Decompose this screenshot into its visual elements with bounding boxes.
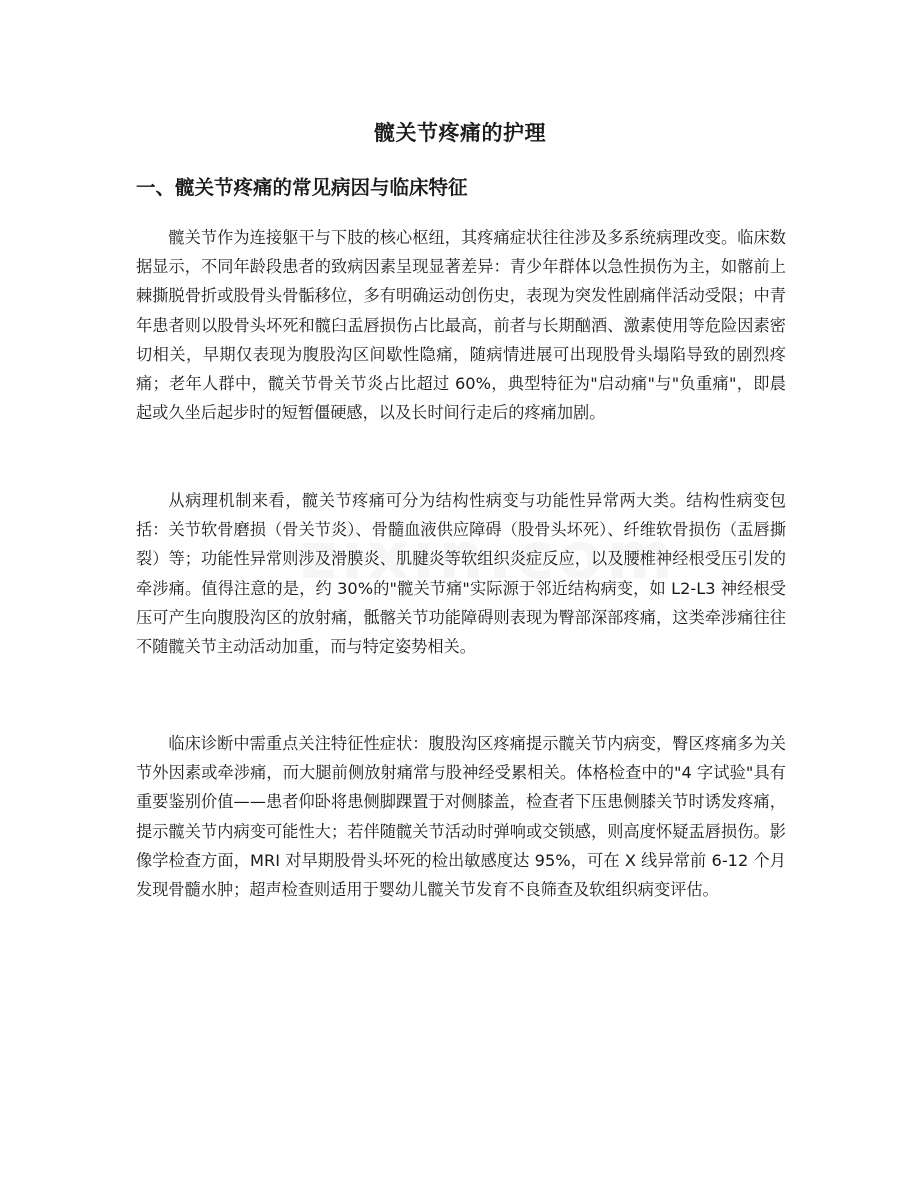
paragraph-1: 髋关节作为连接躯干与下肢的核心枢纽，其疼痛症状往往涉及多系统病理改变。临床数据显示，不同年龄段患者的致病因素呈现显著差异：青少年群体以急性损伤为主，如髂前上棘撕脱骨折或股骨头骨骺移位，多有明确运动创伤史，表现为突发性剧痛伴活动受限；中青年患者则以股骨头坏死和髋臼盂唇损伤占比最高，前者与长期酗酒、激素使用等危险因素密切相关，早期仅表现为腹股沟区间歇性隐痛，随病情进展可出现股骨头塌陷导致的剧烈疼痛；老年人群中，髋关节骨关节炎占比超过 60%，典型特征为"启动痛"与"负重痛"，即晨起或久坐后起步时的短暂僵硬感，以及长时间行走后的疼痛加剧。: [136, 228, 786, 423]
document-title: 髋关节疼痛的护理: [374, 121, 546, 145]
section-heading: 一、髋关节疼痛的常见病因与临床特征: [136, 176, 468, 199]
paragraph-3: 临床诊断中需重点关注特征性症状：腹股沟区疼痛提示髋关节内病变，臀区疼痛多为关节外因素或牵涉痛，而大腿前侧放射痛常与股神经受累相关。体格检查中的"4 字试验"具有重要鉴别价值——患者仰卧将患侧脚踝置于对侧膝盖，检查者下压患侧膝关节时诱发疼痛，提示髋关节内病变可能性大；若伴随髋关节活动时弹响或交锁感，则高度怀疑盂唇损伤。影像学检查方面，MRI 对早期股骨头坏死的检出敏感度达 95%，可在 X 线异常前 6-12 个月发现骨髓水肿；超声检查则适用于婴幼儿髋关节发育不良筛查及软组织病变评估。: [136, 734, 786, 900]
paragraph-2: 从病理机制来看，髋关节疼痛可分为结构性病变与功能性异常两大类。结构性病变包括：关节软骨磨损（骨关节炎）、骨髓血液供应障碍（股骨头坏死）、纤维软骨损伤（盂唇撕裂）等；功能性异常则涉及滑膜炎、肌腱炎等软组织炎症反应，以及腰椎神经根受压引发的牵涉痛。值得注意的是，约 30%的"髋关节痛"实际源于邻近结构病变，如 L2-L3 神经根受压可产生向腹股沟区的放射痛，骶髂关节功能障碍则表现为臀部深部疼痛，这类牵涉痛往往不随髋关节主动活动加重，而与特定姿势相关。: [136, 491, 786, 657]
